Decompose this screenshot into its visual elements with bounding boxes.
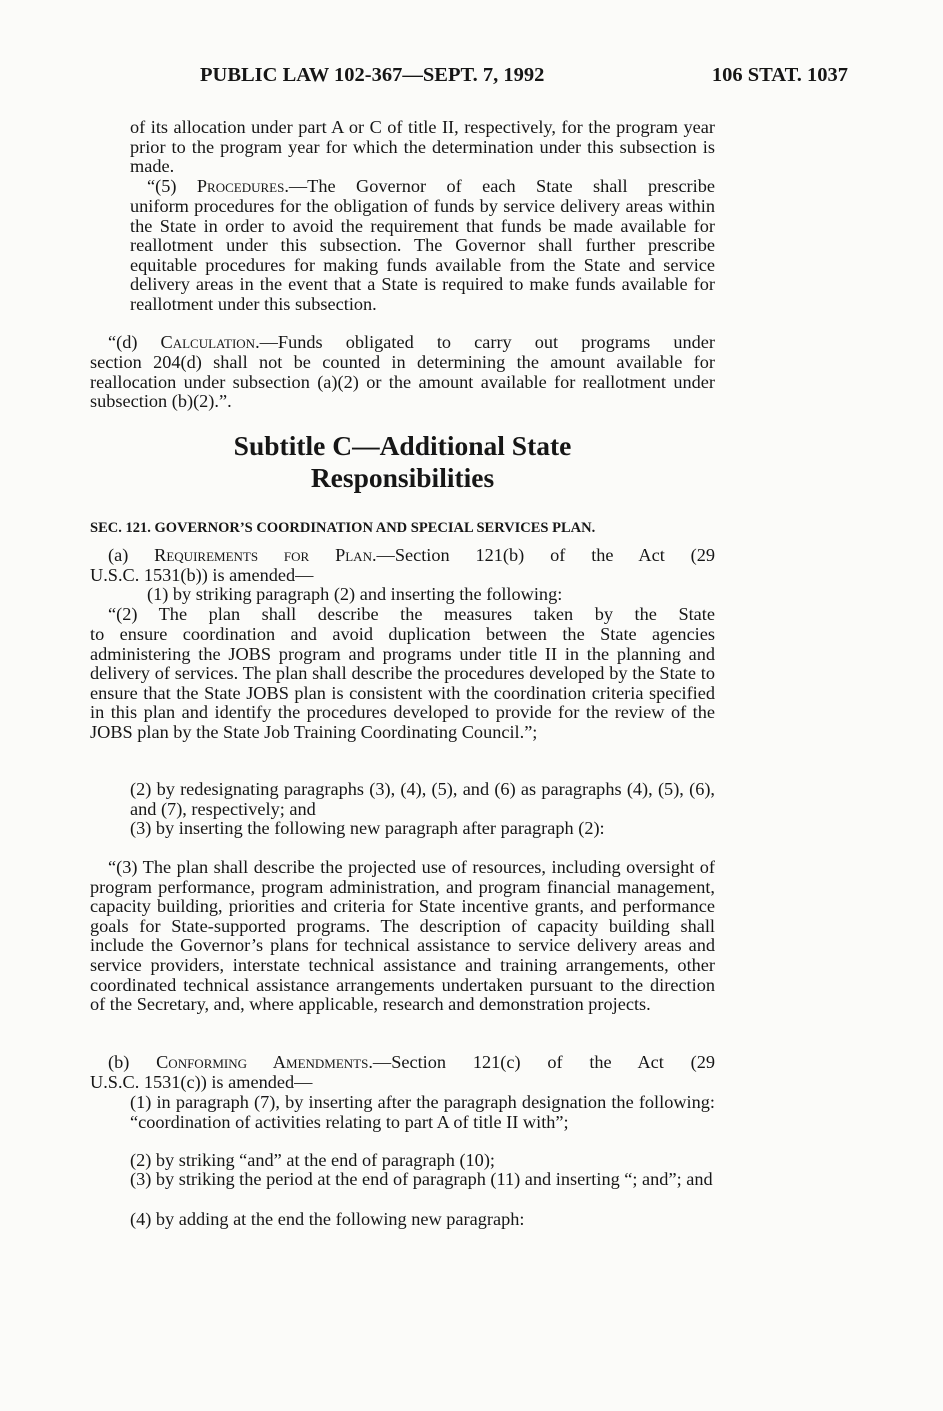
- procedures-heading: Procedures: [196, 176, 285, 196]
- header-page-number: 106 STAT. 1037: [711, 64, 848, 86]
- conforming-1: (1) in paragraph (7), by inserting after the paragraph designation the following: “coordination of activities relating to part A of title II with”;: [130, 1092, 715, 1132]
- conforming-heading: Conforming Amendments: [156, 1052, 369, 1072]
- plan-3-body: “(3) The plan shall describe the projected use of resources, including oversight of program performance, program administration, and program financial management, capacity building, priorities and criteria for State incentive grants, and performance goals for State-supported programs. The description of capacity building shall include the Governor’s plans for technical assistance to service delivery areas and service providers, interstate technical assistance and training arrangements, other coordinated technical assistance arrangements undertaken pursuant to the direction of the Secretary, and, where applicable, research and demonstration projects.: [90, 857, 715, 1015]
- paragraph-c4-continuation: of its allocation under part A or C of title II, respectively, for the program year prior to the program year for which the determination under this subsection is made.: [130, 117, 715, 177]
- conforming-2: (2) by striking “and” at the end of paragraph (10);: [130, 1150, 495, 1170]
- running-header: [200, 64, 848, 90]
- subsection-d-runin: “(d) Calculation.—Funds obligated to carry out programs under: [108, 332, 715, 352]
- amendment-3: (3) by inserting the following new paragraph after paragraph (2):: [130, 818, 605, 838]
- requirements-heading: Requirements for Plan: [154, 545, 372, 565]
- plan-2-body: to ensure coordination and avoid duplication between the State agencies administering the JOBS program and programs under title II in the planning and delivery of services. The plan shall describe the procedures developed by the State to ensure that the State JOBS plan is consistent with the coordination criteria specified in this plan and identify the procedures developed to provide for the review of the JOBS plan by the State Job Training Coordinating Council.”;: [90, 624, 715, 742]
- header-law-citation: PUBLIC LAW 102-367—SEPT. 7, 1992: [200, 64, 545, 86]
- subsection-b-body: U.S.C. 1531(c)) is amended—: [90, 1072, 313, 1092]
- paragraph-5-runin: “(5) Procedures.—The Governor of each State shall prescribe: [147, 176, 715, 196]
- conforming-3: (3) by striking the period at the end of paragraph (11) and inserting “; and”; and: [130, 1169, 713, 1189]
- subsection-b-runin: (b) Conforming Amendments.—Section 121(c) of the Act (29: [108, 1052, 715, 1072]
- section-heading: SEC. 121. GOVERNOR’S COORDINATION AND SPECIAL SERVICES PLAN.: [90, 520, 596, 536]
- paragraph-5-body: uniform procedures for the obligation of funds by service delivery areas within the State in order to avoid the requirement that funds be made available for reallotment under this subsection. The Governor shall further prescribe equitable procedures for making funds available from the State and service delivery areas in the event that a State is required to make funds available for reallotment under this subsection.: [130, 196, 715, 314]
- amendment-1: (1) by striking paragraph (2) and inserting the following:: [147, 584, 563, 604]
- subsection-a-body: U.S.C. 1531(b)) is amended—: [90, 565, 314, 585]
- calculation-heading: Calculation: [160, 332, 256, 352]
- plan-2-runin: “(2) The plan shall describe the measures taken by the State: [108, 604, 715, 624]
- amendment-2: (2) by redesignating paragraphs (3), (4), (5), and (6) as paragraphs (4), (5), (6), and (7), respectively; and: [130, 779, 715, 819]
- subtitle-heading: [190, 430, 615, 494]
- subsection-a-runin: (a) Requirements for Plan.—Section 121(b) of the Act (29: [108, 545, 715, 565]
- subtitle-line-1: Subtitle C—Additional State: [233, 430, 572, 461]
- subsection-d-body: section 204(d) shall not be counted in determining the amount available for reallocation under subsection (a)(2) or the amount available for reallotment under subsection (b)(2).”.: [90, 352, 715, 412]
- conforming-4: (4) by adding at the end the following new paragraph:: [130, 1209, 525, 1229]
- subtitle-line-2: Responsibilities: [310, 462, 495, 493]
